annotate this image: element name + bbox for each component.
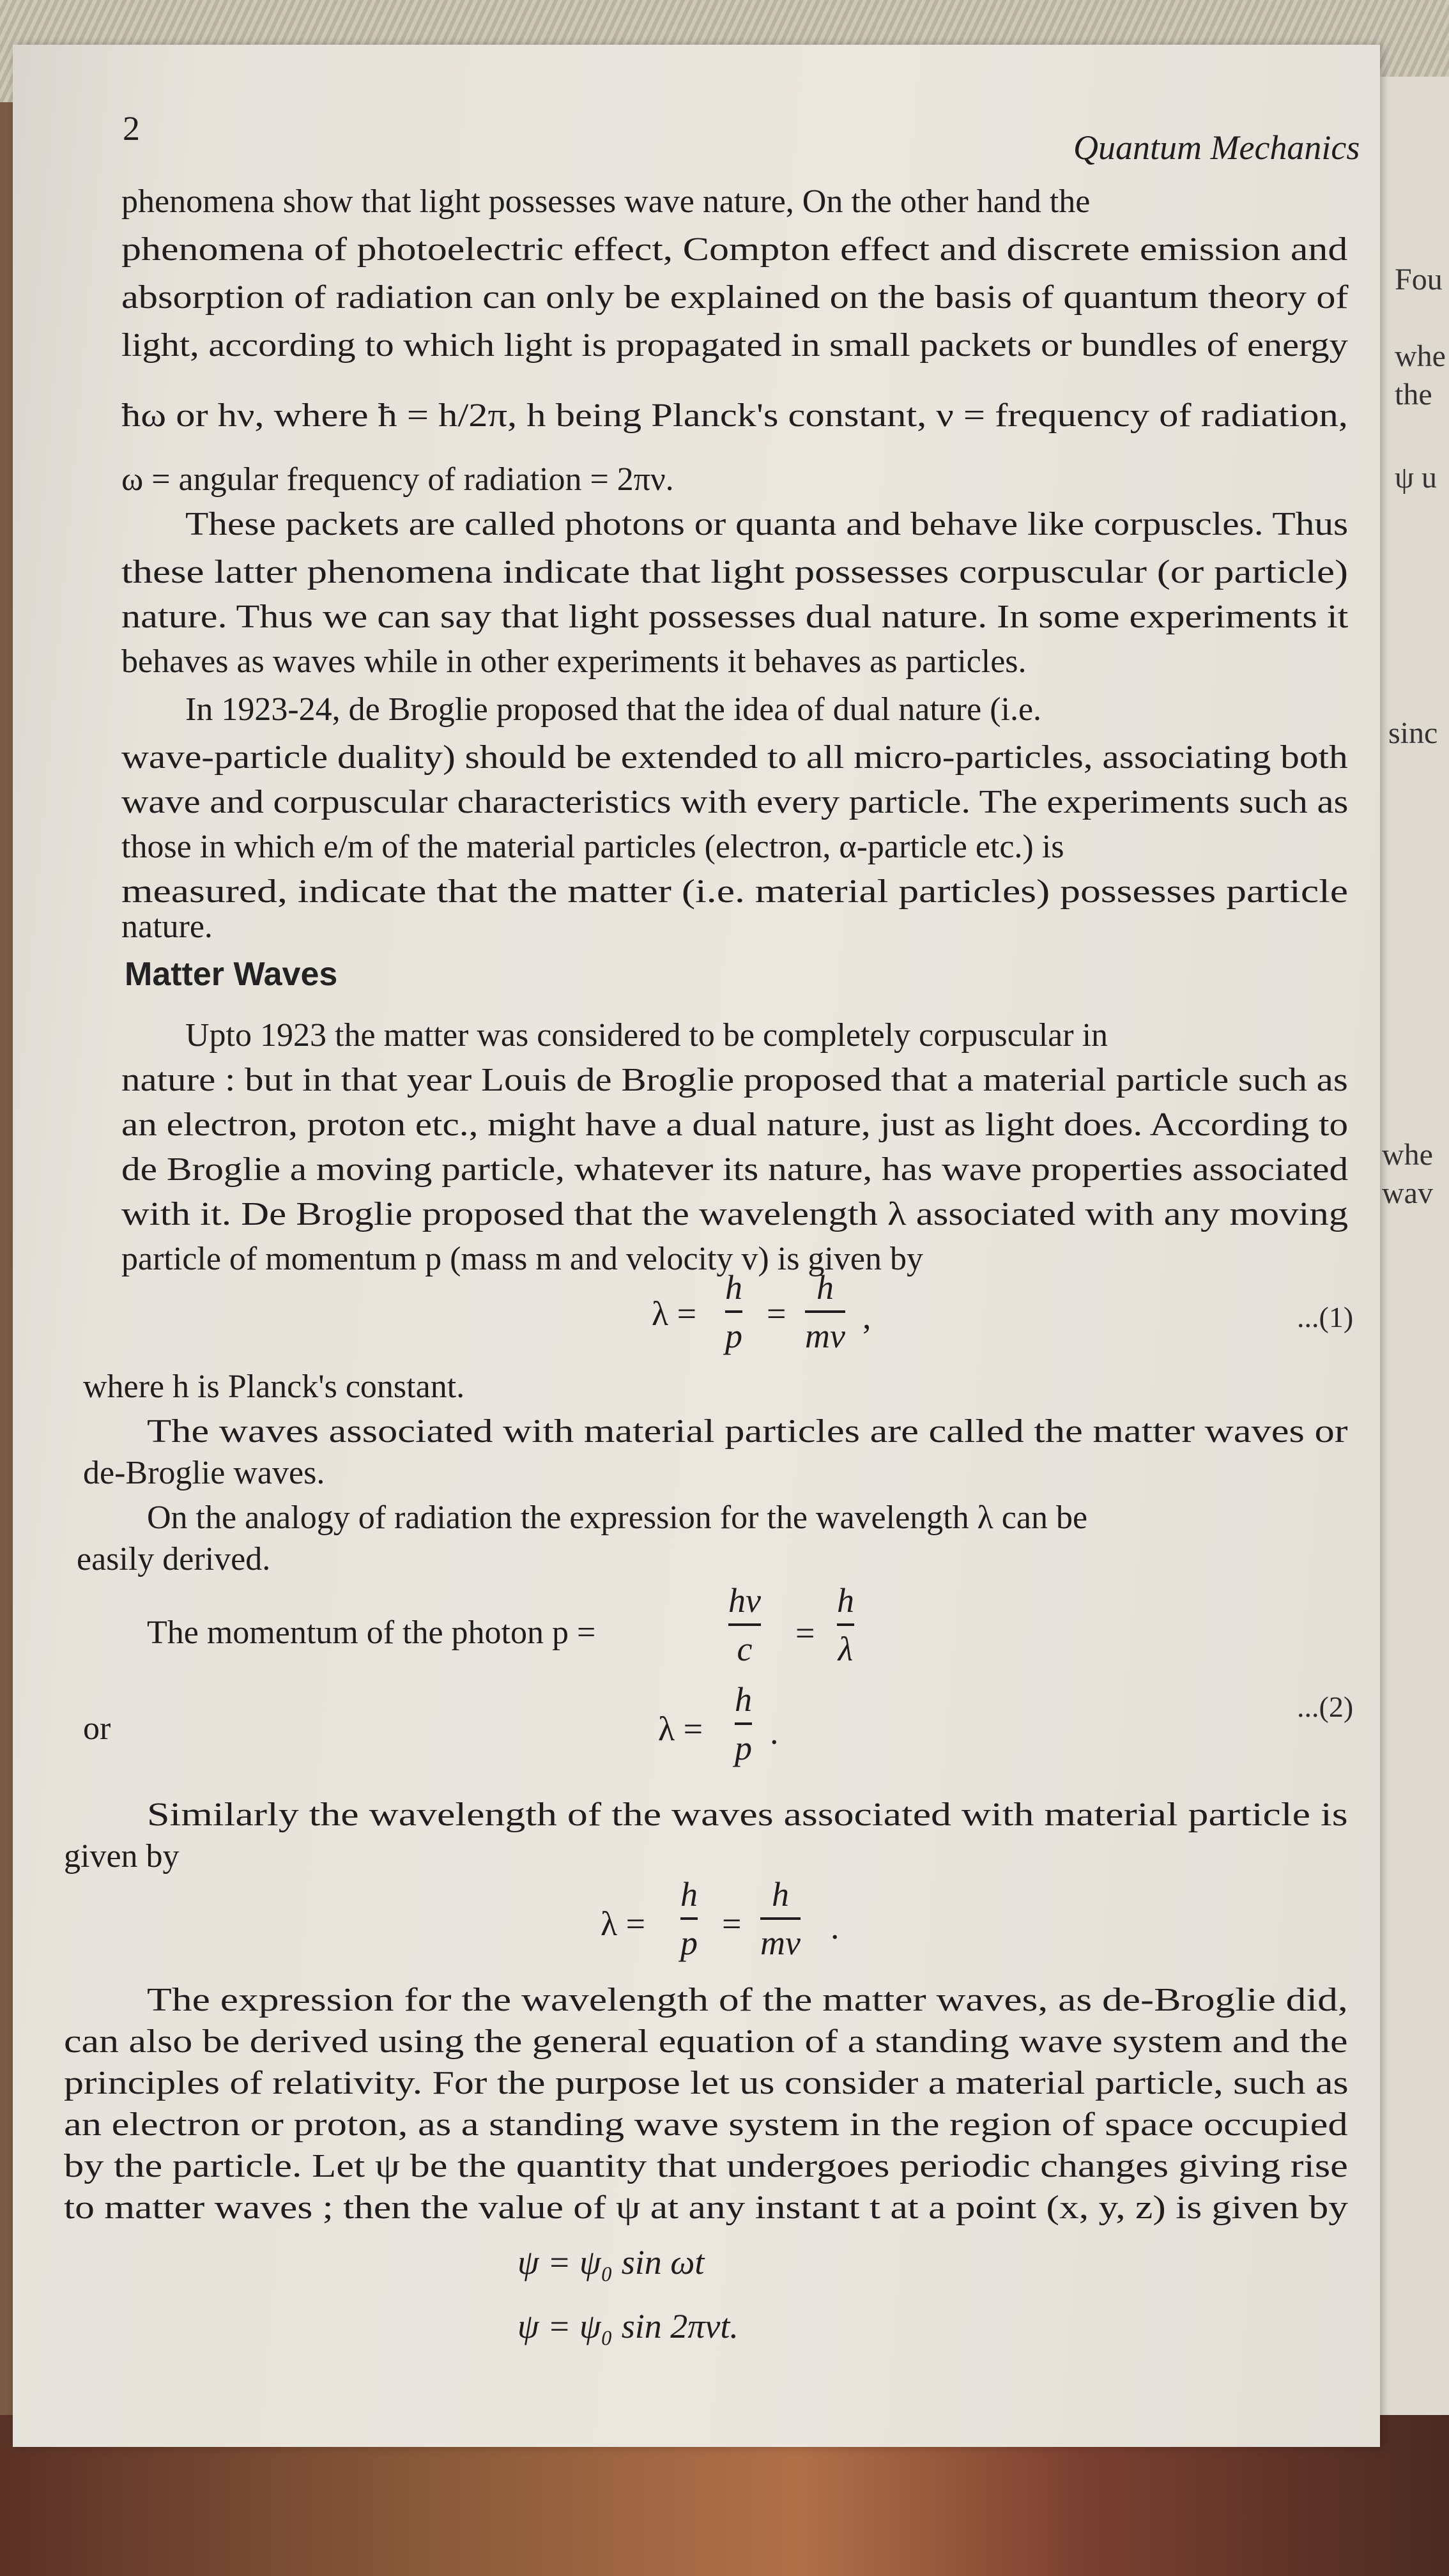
text-line: measured, indicate that the matter (i.e. material particles) possesses particle xyxy=(121,873,1349,910)
margin-fragment: ψ u xyxy=(1395,461,1438,494)
book-page xyxy=(13,45,1380,2447)
margin-fragment: whe xyxy=(1395,339,1446,373)
page-number: 2 xyxy=(123,109,140,148)
fraction xyxy=(725,1268,742,1355)
eq-lead: The momentum of the photon p = xyxy=(147,1614,596,1651)
text-line: can also be derived using the general equation of a standing wave system and the xyxy=(64,2023,1348,2060)
text-line: easily derived. xyxy=(77,1541,271,1577)
numerator: h xyxy=(680,1875,698,1913)
eq-punct: . xyxy=(770,1713,779,1751)
fraction-bar xyxy=(760,1917,801,1920)
eq-punct: . xyxy=(831,1908,839,1946)
text-line: Upto 1923 the matter was considered to be completely corpuscular in xyxy=(185,1017,1108,1054)
text-line: Similarly the wavelength of the waves associated with material particle is xyxy=(147,1797,1348,1833)
text-line: On the analogy of radiation the expression for the wavelength λ can be xyxy=(147,1499,1088,1536)
text-line: These packets are called photons or quanta and behave like corpuscles. Thus xyxy=(185,506,1349,542)
fraction xyxy=(680,1875,698,1962)
text-line: an electron or proton, as a standing wave system in the region of space occupied xyxy=(64,2106,1348,2143)
numerator: h xyxy=(837,1581,854,1620)
denominator: p xyxy=(680,1924,698,1962)
denominator: p xyxy=(725,1317,742,1355)
text-line: de-Broglie waves. xyxy=(83,1455,325,1491)
text-line: The waves associated with material particles are called the matter waves or xyxy=(147,1413,1348,1450)
fraction xyxy=(760,1875,801,1962)
numerator: hν xyxy=(728,1581,761,1620)
fraction xyxy=(735,1680,752,1767)
text-line: wave and corpuscular characteristics with every particle. The experiments such as xyxy=(121,784,1349,820)
text-line: The expression for the wavelength of the matter waves, as de-Broglie did, xyxy=(147,1982,1348,2018)
equation-number: ...(2) xyxy=(1297,1690,1354,1723)
text-line: ħω or hν, where ħ = h/2π, h being Planck's constant, ν = frequency of radiation, xyxy=(121,397,1348,434)
margin-fragment: Fou xyxy=(1395,263,1443,296)
eq-lhs: λ = xyxy=(601,1905,646,1943)
equation-number: ...(1) xyxy=(1297,1301,1354,1333)
text-line: principles of relativity. For the purpose let us consider a material particle, such as xyxy=(64,2065,1349,2101)
text-line: ω = angular frequency of radiation = 2πν. xyxy=(121,461,674,498)
text-line: nature : but in that year Louis de Broglie proposed that a material particle such as xyxy=(121,1062,1348,1098)
text-line: those in which e/m of the material particles (electron, α-particle etc.) is xyxy=(121,829,1064,865)
denominator: λ xyxy=(838,1630,854,1668)
text-line: nature. Thus we can say that light possesses dual nature. In some experiments it xyxy=(121,599,1349,635)
equation-psi-2: ψ = ψ₀ sin 2πνt. xyxy=(518,2307,739,2345)
fraction xyxy=(728,1581,761,1668)
text-line: absorption of radiation can only be explained on the basis of quantum theory of xyxy=(121,279,1349,316)
margin-fragment: wav xyxy=(1382,1176,1433,1210)
numerator: h xyxy=(735,1680,752,1719)
text-line: to matter waves ; then the value of ψ at any instant t at a point (x, y, z) is given by xyxy=(64,2189,1348,2226)
text-line: de Broglie a moving particle, whatever its nature, has wave properties associated xyxy=(121,1151,1349,1188)
fraction-bar xyxy=(680,1917,698,1920)
or-label: or xyxy=(83,1710,111,1747)
equation-psi-1: ψ = ψ₀ sin ωt xyxy=(518,2243,705,2281)
text-line: behaves as waves while in other experiments it behaves as particles. xyxy=(121,643,1027,680)
denominator: mv xyxy=(760,1924,801,1962)
text-line: wave-particle duality) should be extended to all micro-particles, associating both xyxy=(121,739,1348,776)
denominator: mv xyxy=(805,1317,845,1355)
text-line: with it. De Broglie proposed that the wavelength λ associated with any moving xyxy=(121,1196,1349,1232)
eq-punct: , xyxy=(862,1298,871,1336)
numerator: h xyxy=(771,1875,789,1913)
fraction-bar xyxy=(728,1623,761,1626)
margin-fragment: whe xyxy=(1382,1138,1433,1172)
fraction-bar xyxy=(725,1310,742,1313)
text-line: In 1923-24, de Broglie proposed that the idea of dual nature (i.e. xyxy=(185,691,1042,728)
text-line: these latter phenomena indicate that light possesses corpuscular (or particle) xyxy=(121,554,1348,590)
fraction-bar xyxy=(805,1310,845,1313)
section-heading: Matter Waves xyxy=(125,956,338,993)
fraction xyxy=(837,1581,854,1668)
text-line: where h is Planck's constant. xyxy=(83,1368,465,1405)
text-line: particle of momentum p (mass m and velocity v) is given by xyxy=(121,1241,923,1277)
fraction-bar xyxy=(837,1623,854,1626)
denominator: c xyxy=(737,1630,753,1668)
eq-equals: = xyxy=(767,1294,786,1333)
margin-fragment: the xyxy=(1395,378,1432,411)
numerator: h xyxy=(816,1268,834,1307)
text-line: phenomena show that light possesses wave nature, On the other hand the xyxy=(121,183,1091,220)
text-line: light, according to which light is propagated in small packets or bundles of energy xyxy=(121,327,1348,364)
eq-equals: = xyxy=(722,1905,742,1943)
eq-lhs: λ = xyxy=(652,1294,697,1333)
text-line: nature. xyxy=(121,908,213,945)
margin-fragment: sinc xyxy=(1388,716,1438,750)
eq-lhs: λ = xyxy=(658,1710,703,1748)
fraction-bar xyxy=(735,1722,752,1725)
text-line: an electron, proton etc., might have a dual nature, just as light does. According to xyxy=(121,1107,1349,1143)
eq-equals: = xyxy=(795,1614,815,1652)
text-line: phenomena of photoelectric effect, Compton effect and discrete emission and xyxy=(121,231,1348,268)
text-line: by the particle. Let ψ be the quantity that undergoes periodic changes giving rise xyxy=(64,2148,1348,2184)
denominator: p xyxy=(735,1729,752,1767)
text-line: given by xyxy=(64,1838,180,1874)
running-title: Quantum Mechanics xyxy=(1073,128,1360,167)
numerator: h xyxy=(725,1268,742,1307)
fraction xyxy=(805,1268,845,1355)
